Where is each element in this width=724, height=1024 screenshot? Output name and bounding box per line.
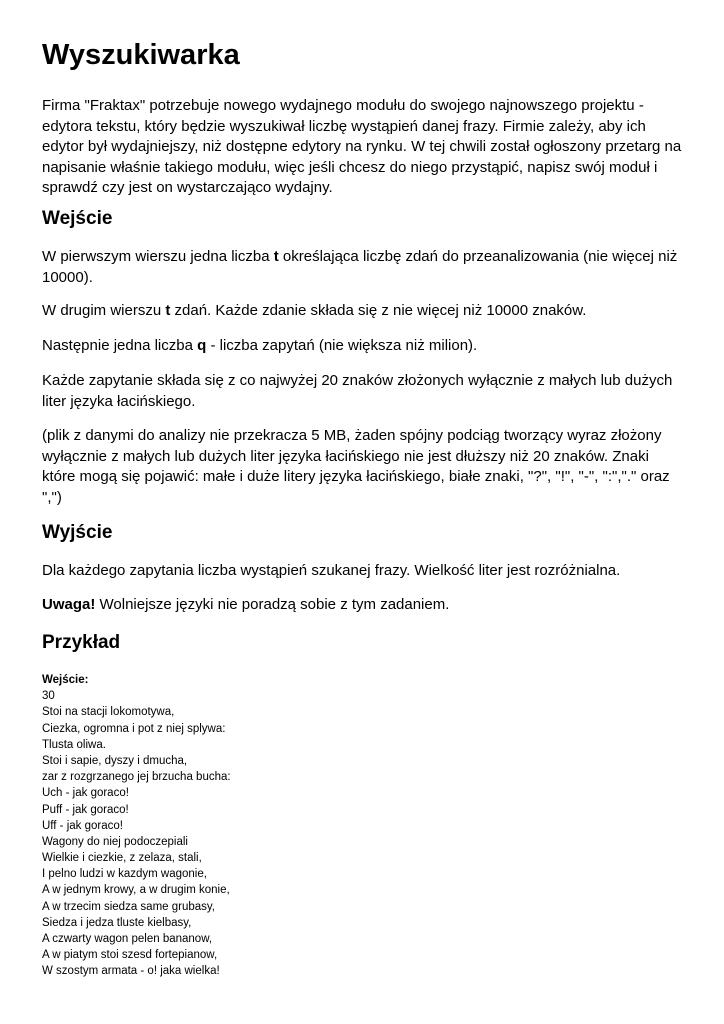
example-input-label: Wejście: bbox=[42, 674, 89, 686]
example-line: Uch - jak goraco! bbox=[42, 787, 129, 800]
example-line: Siedza i jedza tluste kielbasy, bbox=[42, 916, 192, 929]
variable-t: t bbox=[165, 302, 171, 319]
example-line: Puff - jak goraco! bbox=[42, 803, 129, 816]
output-paragraph: Dla każdego zapytania liczba wystąpień szukanej frazy. Wielkość liter jest rozróżnialna. bbox=[42, 562, 621, 579]
example-line: Ciezka, ogromna i pot z niej splywa: bbox=[42, 722, 226, 735]
output-heading: Wyjście bbox=[42, 522, 113, 543]
intro-paragraph: Firma "Fraktax" potrzebuje nowego wydajnego modułu do swojego najnowszego projektu - edytora tekstu, który będzie wyszukiwał liczbę wystąpień danej frazy. Firmie zależy, aby ich edytor był wydajniejszy, niż dostępne edytory na rynku. W tej chwili został ogłoszony przetarg na napisanie właśnie takiego modułu, więc jeśli chcesz do niego przystąpić, napisz swój moduł i sprawdź czy jest on wystarczająco wydajny. bbox=[42, 97, 682, 196]
input-paragraph-3 bbox=[42, 336, 682, 357]
example-line: A czwarty wagon pelen bananow, bbox=[42, 933, 213, 945]
input-paragraph-4: Każde zapytanie składa się z co najwyżej 20 znaków złożonych wyłącznie z małych lub dużych liter języka łacińskiego. bbox=[42, 372, 673, 410]
input-paragraph-5: (plik z danymi do analizy nie przekracza 5 MB, żaden spójny podciąg tworzący wyraz złożony wyłącznie z małych lub dużych liter języka łacińskiego nie jest dłuższy niż 20 znaków. Znaki które mogą się pojawić: małe i duże litery języka łacińskiego, białe znaki, "?", "!", "-", ":","." oraz ",") bbox=[42, 427, 670, 506]
example-line: zar z rozgrzanego jej brzucha bucha: bbox=[42, 771, 231, 784]
warning-note bbox=[42, 595, 682, 616]
example-heading: Przykład bbox=[42, 632, 121, 653]
text-segment: Następnie jedna liczba bbox=[42, 337, 198, 354]
text-segment: W drugim wierszu bbox=[42, 302, 166, 319]
page-title: Wyszukiwarka bbox=[42, 39, 240, 71]
example-line: A w trzecim siedza same grubasy, bbox=[42, 900, 215, 913]
text-segment: określająca liczbę zdań do przeanalizowania (nie więcej niż 10000). bbox=[42, 248, 678, 286]
example-line: Stoi na stacji lokomotywa, bbox=[42, 706, 175, 719]
variable-t: t bbox=[273, 248, 279, 265]
warning-text: Wolniejsze języki nie poradzą sobie z tym zadaniem. bbox=[95, 596, 450, 613]
variable-q: q bbox=[197, 337, 207, 354]
text-segment: - liczba zapytań (nie większa niż milion). bbox=[206, 337, 478, 354]
example-line: Wagony do niej podoczepiali bbox=[42, 835, 188, 848]
example-line: W szostym armata - o! jaka wielka! bbox=[42, 965, 220, 978]
example-line: A w jednym krowy, a w drugim konie, bbox=[42, 884, 230, 897]
example-line: I pelno ludzi w kazdym wagonie, bbox=[42, 868, 207, 881]
example-line: Wielkie i ciezkie, z zelaza, stali, bbox=[42, 852, 202, 865]
example-line: A w piatym stoi szesd fortepianow, bbox=[42, 949, 218, 962]
input-paragraph-2 bbox=[42, 301, 682, 322]
text-segment: W pierwszym wierszu jedna liczba bbox=[42, 248, 274, 265]
example-input-block bbox=[42, 672, 682, 980]
example-line: Tlusta oliwa. bbox=[42, 738, 106, 751]
input-paragraph-1 bbox=[42, 247, 682, 288]
warning-label: Uwaga! bbox=[42, 596, 96, 613]
text-segment: zdań. Każde zdanie składa się z nie więcej niż 10000 znaków. bbox=[170, 302, 587, 319]
example-line: Uff - jak goraco! bbox=[42, 819, 123, 832]
input-heading: Wejście bbox=[42, 208, 113, 229]
example-line: Stoi i sapie, dyszy i dmucha, bbox=[42, 754, 188, 767]
example-line: 30 bbox=[42, 690, 55, 703]
